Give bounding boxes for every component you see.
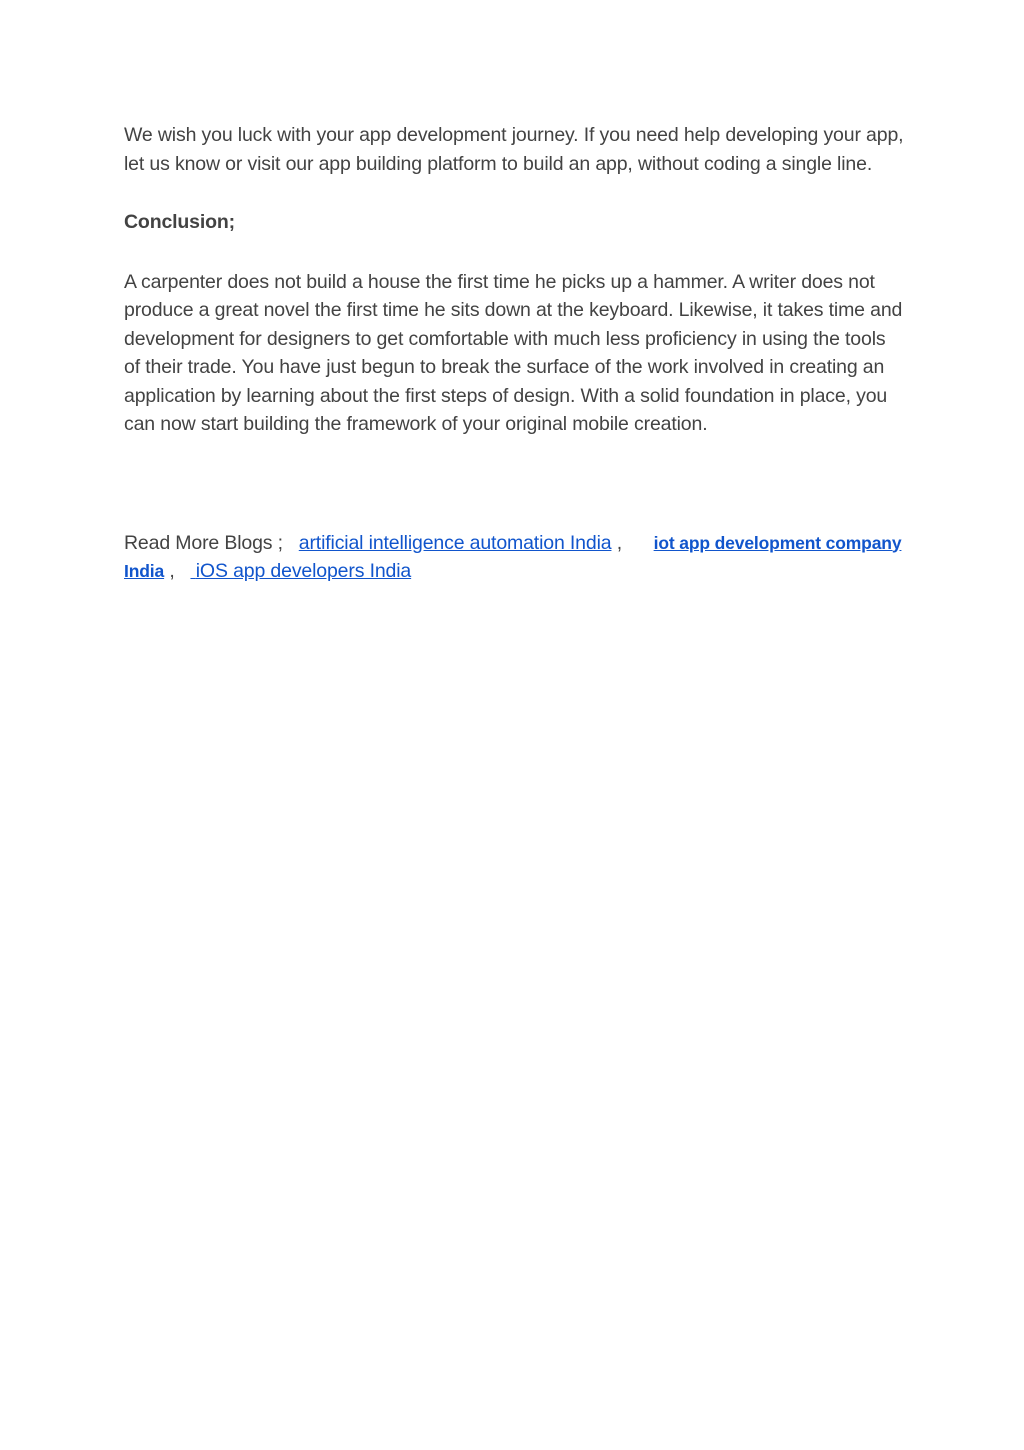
conclusion-paragraph: A carpenter does not build a house the first time he picks up a hammer. A writer does not produce a great novel the first time he sits down at the keyboard. Likewise, it takes time and development for designers to get comfortable with much less proficiency in using the tools of their trade. You have just begun to break the surface of the work involved in creating an application by learning about the first steps of design. With a solid foundation in place, you can now start building the framework of your original mobile creation. xyxy=(124,270,903,435)
conclusion-heading: Conclusion; xyxy=(124,211,236,233)
link-iot-app-development-company-india[interactable]: iot app development company India xyxy=(124,532,902,581)
intro-paragraph: We wish you luck with your app development journey. If you need help developing your app, let us know or visit our app building platform to build an app, without coding a single line. xyxy=(124,124,904,175)
link-ai-automation-india[interactable]: artificial intelligence automation India xyxy=(298,531,612,554)
link-ios-app-developers-india-text: iOS app developers India xyxy=(195,560,412,582)
link-ios-app-developers-india[interactable] xyxy=(190,560,411,582)
document-page xyxy=(124,121,904,586)
read-more-line xyxy=(124,529,904,586)
link-separator: , xyxy=(169,560,175,582)
read-more-label: Read More Blogs ; xyxy=(124,531,283,554)
link-separator: , xyxy=(616,531,623,554)
